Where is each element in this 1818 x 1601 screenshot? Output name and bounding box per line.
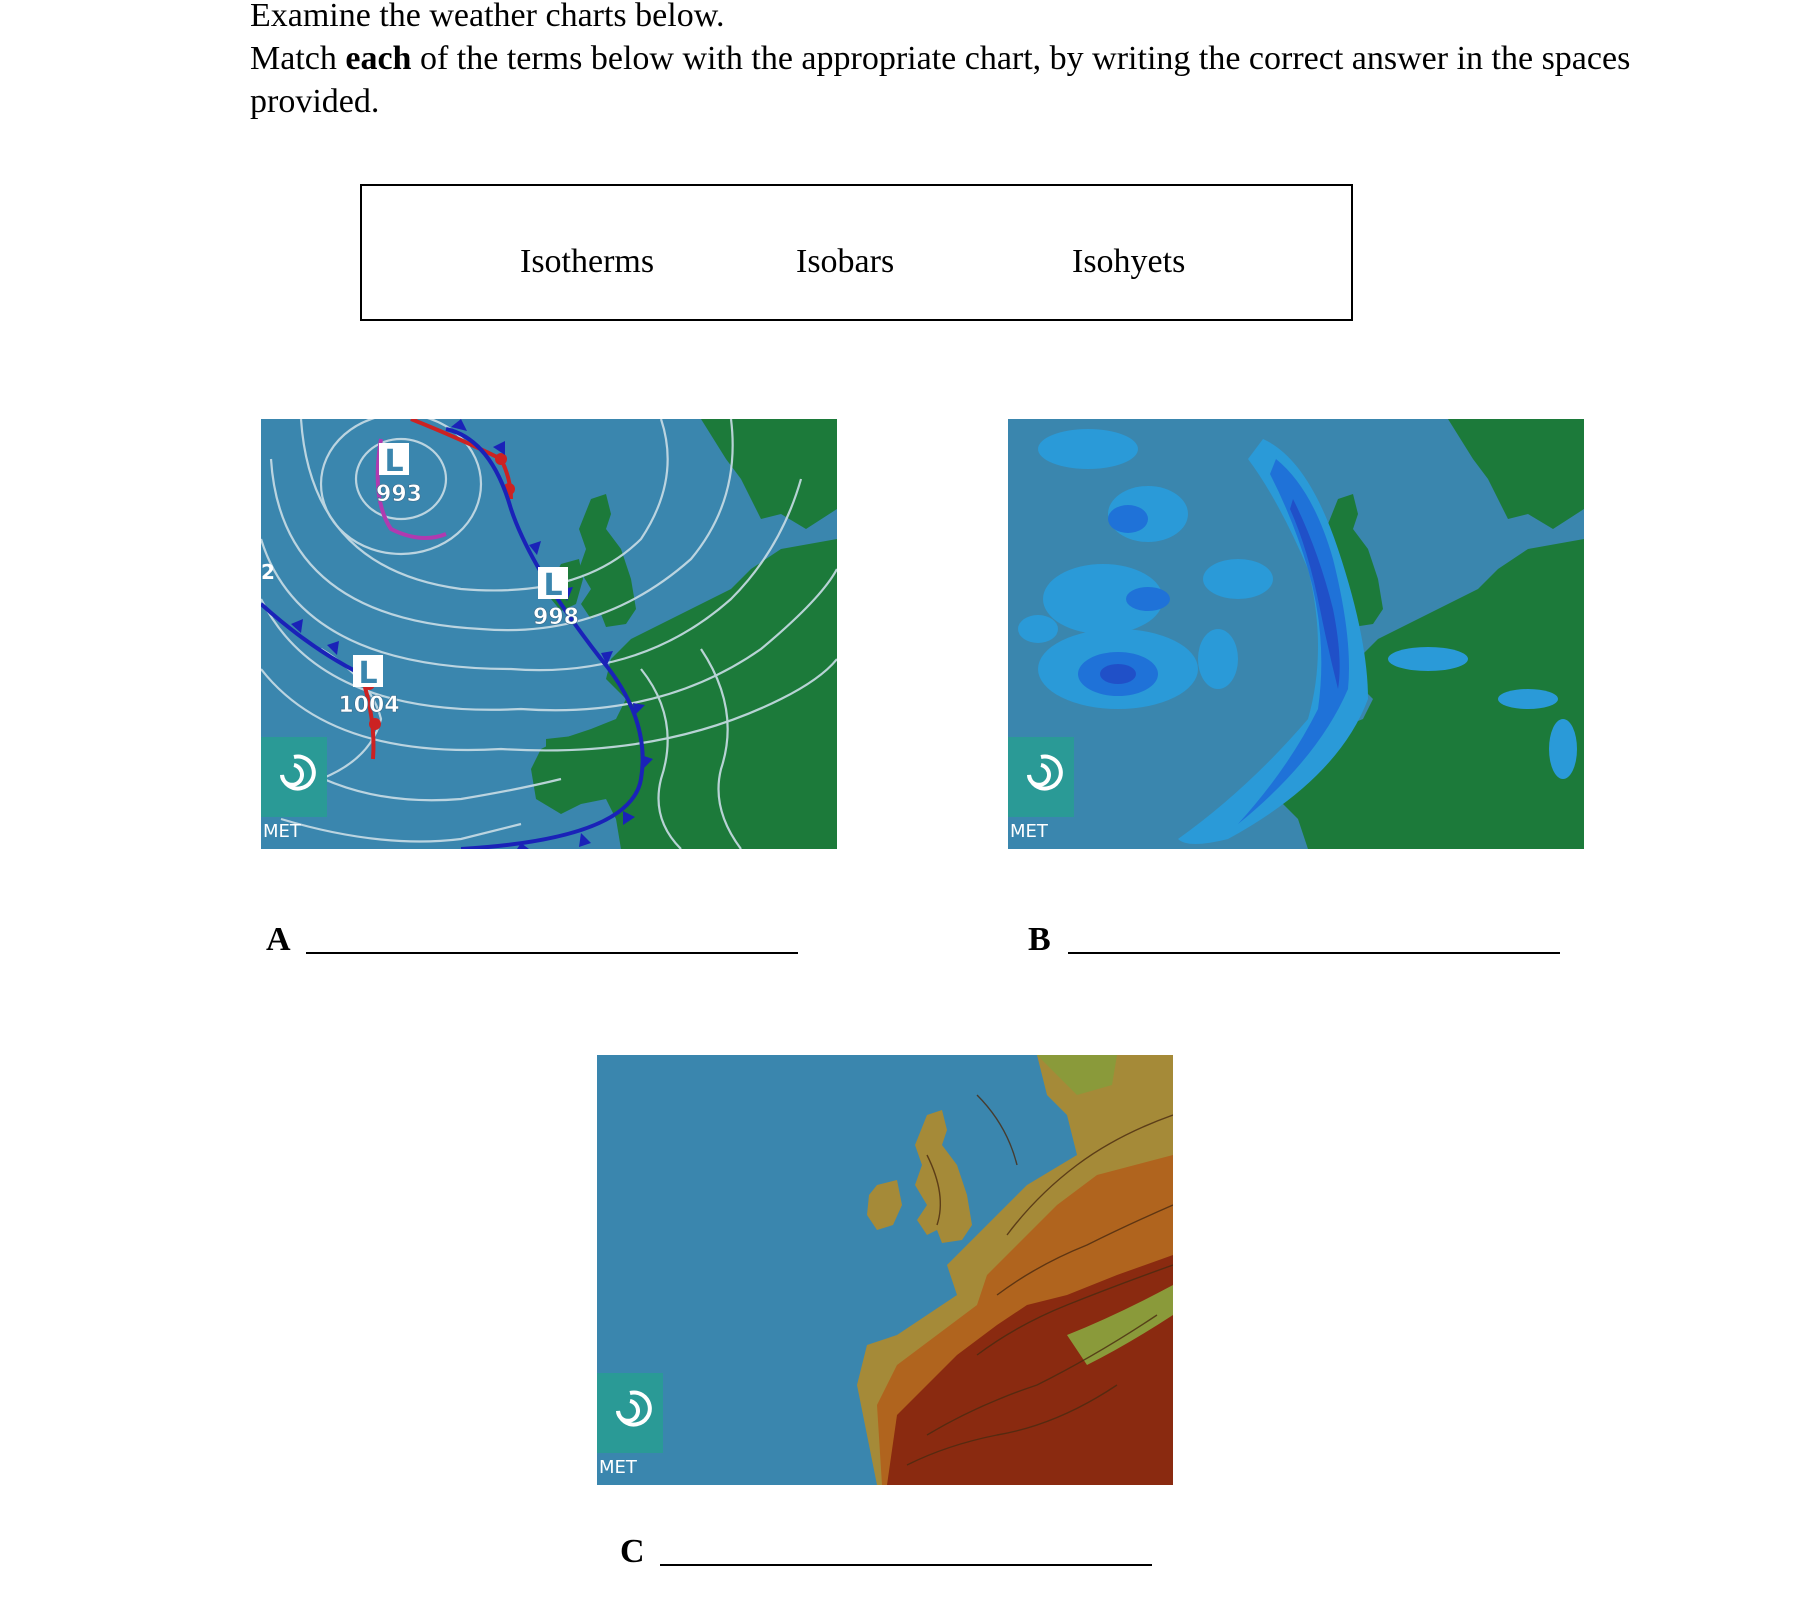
answer-c[interactable] — [620, 1532, 645, 1572]
instruction-line-2: Match each of the terms below with the appropriate chart, by writing the correct answer in the spaces provided. — [250, 40, 1631, 120]
low-1004-letter: L — [358, 656, 378, 691]
term-isotherms: Isotherms — [520, 243, 655, 280]
met-logo-text: MET — [1010, 821, 1048, 842]
chart-b-rainfall-map — [1008, 419, 1584, 849]
low-998-pressure: 998 — [533, 605, 579, 630]
answer-c-blank[interactable] — [660, 1564, 1152, 1566]
edge-number: 2 — [261, 560, 275, 584]
met-logo-text: MET — [263, 821, 301, 842]
low-998-letter: L — [543, 568, 563, 603]
answer-b[interactable] — [1028, 920, 1051, 960]
instructions — [250, 0, 1700, 123]
answer-a-label: A — [266, 921, 291, 958]
instruction-line-1: Examine the weather charts below. — [250, 0, 725, 34]
chart-a-svg — [261, 419, 837, 849]
chart-c-svg — [597, 1055, 1173, 1485]
low-993-pressure: 993 — [376, 482, 422, 507]
chart-c-temperature-map — [597, 1055, 1173, 1485]
rain-patches-heavy — [1100, 664, 1136, 684]
answer-a-blank[interactable] — [306, 952, 798, 954]
chart-a-pressure-map — [261, 419, 837, 849]
answer-a[interactable] — [266, 920, 291, 960]
chart-b-svg — [1008, 419, 1584, 849]
term-isobars: Isobars — [796, 243, 895, 280]
low-1004-pressure: 1004 — [338, 693, 400, 718]
terms-box — [360, 184, 1353, 321]
met-logo-text: MET — [599, 1457, 637, 1478]
answer-b-blank[interactable] — [1068, 952, 1560, 954]
answer-c-label: C — [620, 1533, 645, 1570]
low-993-letter: L — [384, 444, 404, 479]
term-isohyets: Isohyets — [1072, 243, 1186, 280]
answer-b-label: B — [1028, 921, 1051, 958]
